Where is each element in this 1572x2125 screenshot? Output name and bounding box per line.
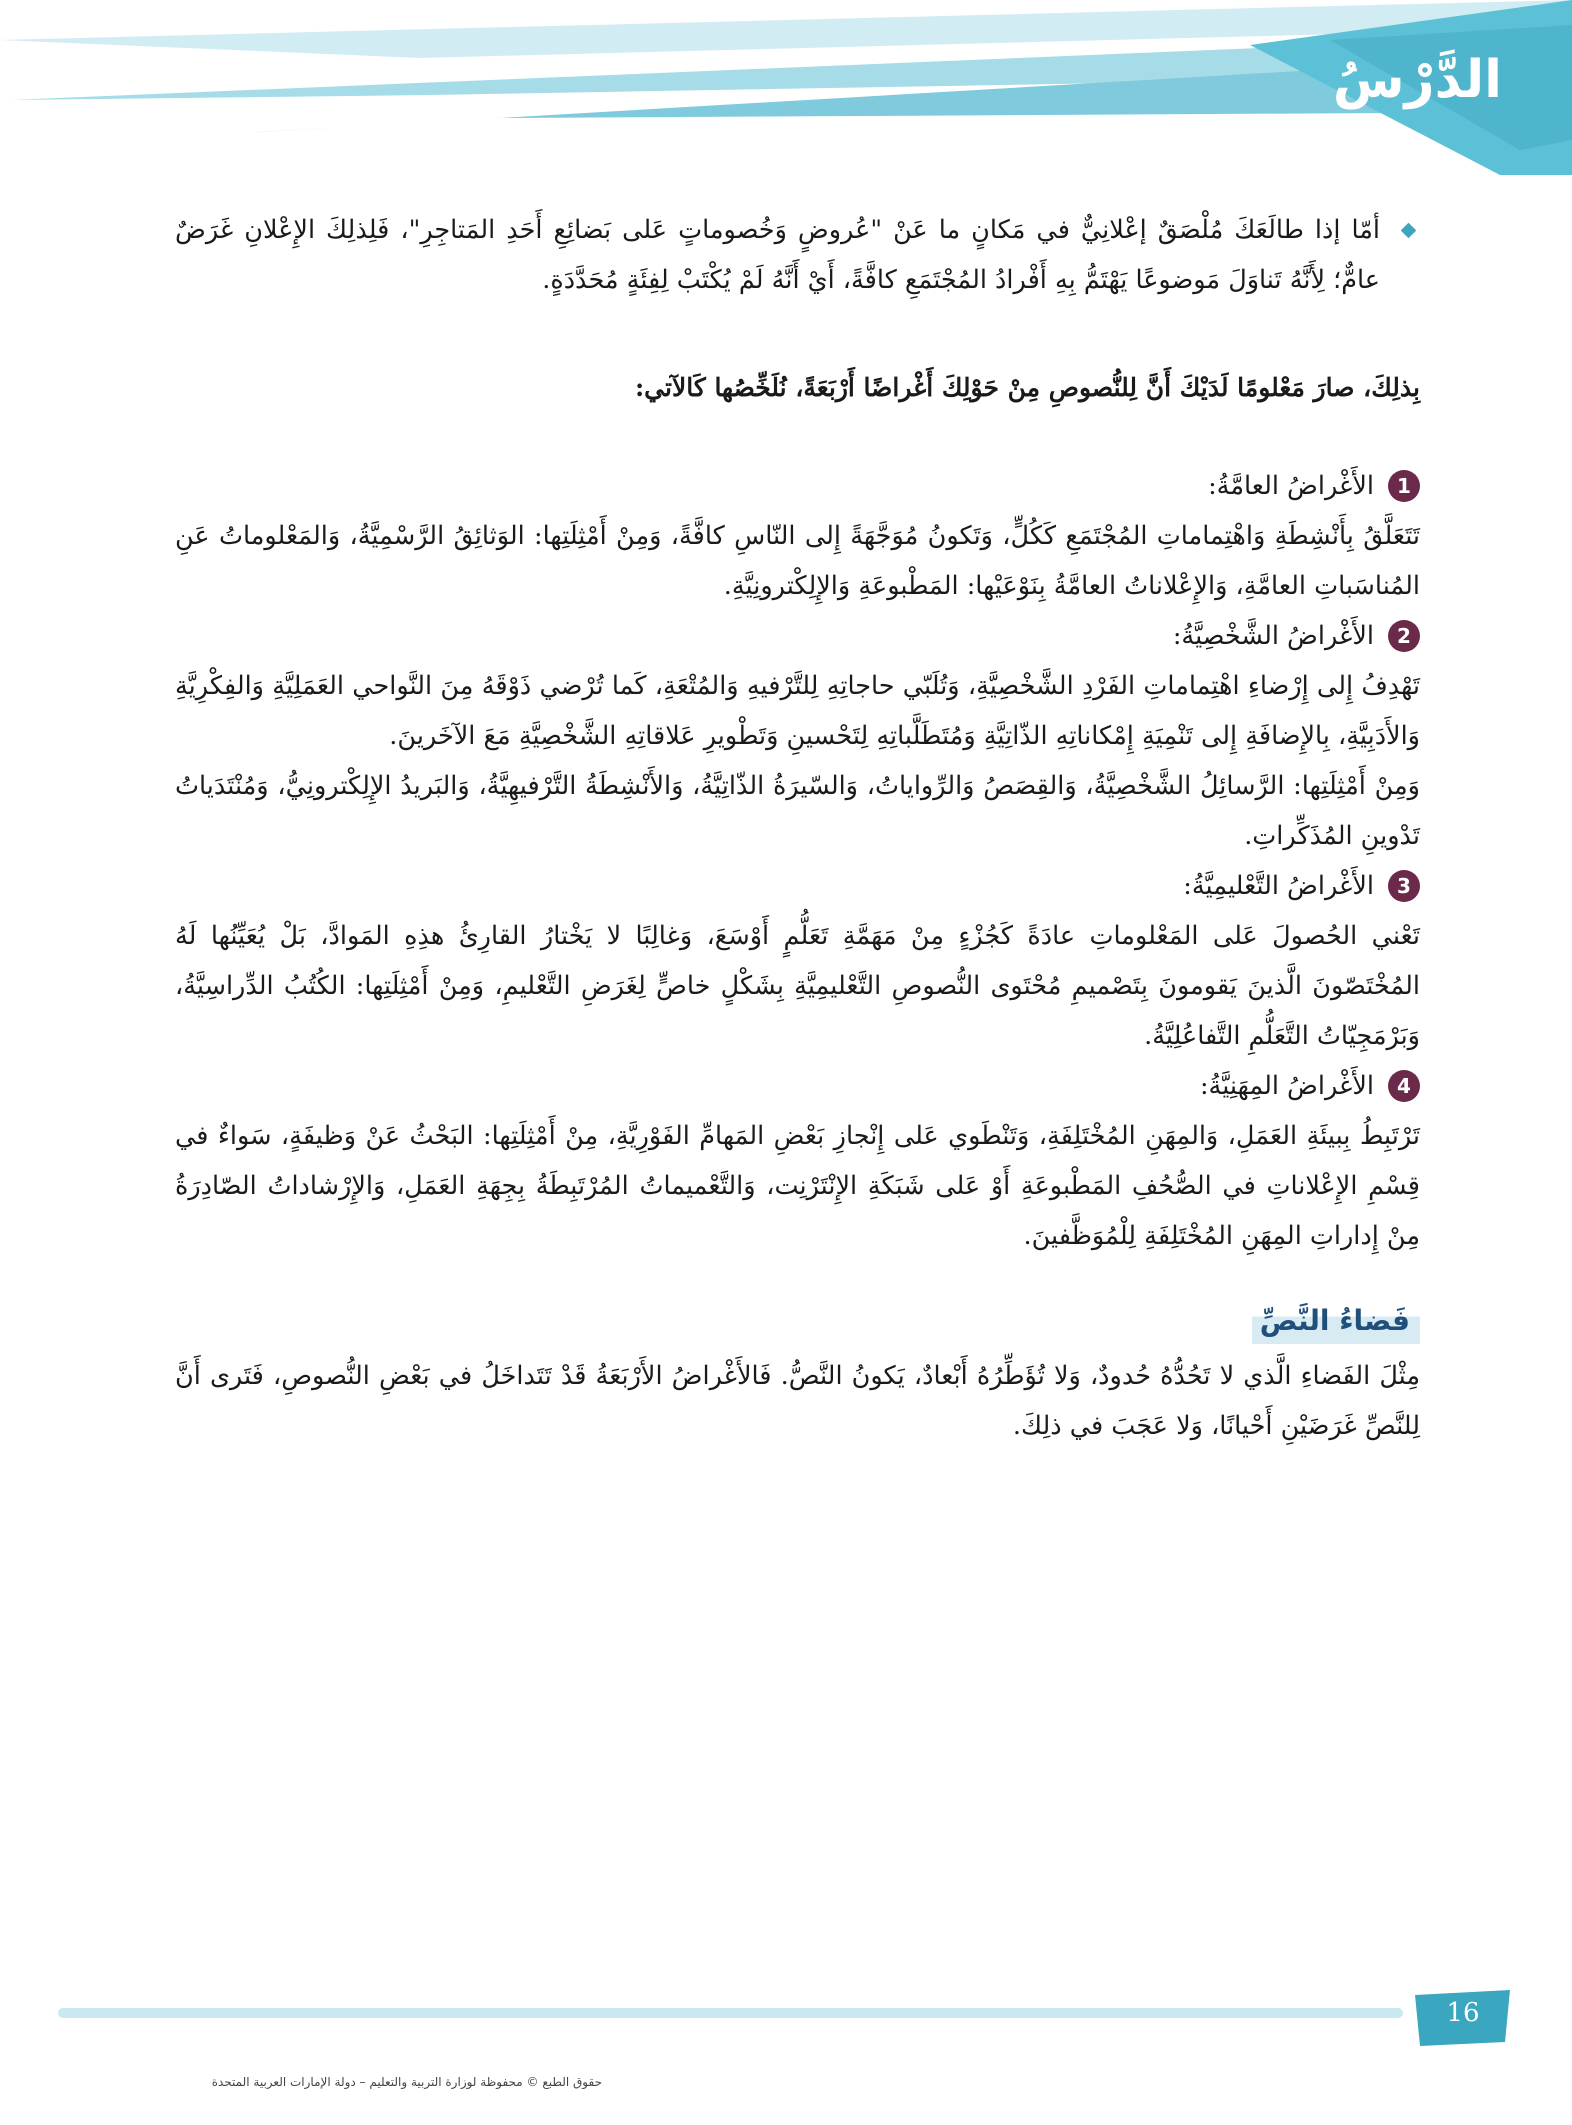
text-space-title: فَضاءُ النَّصِّ bbox=[1252, 1298, 1420, 1344]
text-space-body: مِثْلَ الفَضاءِ الَّذي لا تَحُدُّهُ حُدودٌ، وَلا تُؤَطِّرُهُ أَبْعادٌ، يَكونُ النَّصُّ. فَالأَغْراضُ الأَرْبَعَةُ قَدْ تَتَداخَلُ في بَعْضِ النُّصوصِ، فَتَرى أَنَّ لِلنَّصِّ غَرَضَيْنِ أَحْيانًا، وَلا عَجَبَ في ذلِكَ. bbox=[175, 1361, 1420, 1441]
lesson-content bbox=[175, 205, 1420, 1451]
section-body: تَهْدِفُ إِلى إِرْضاءِ اهْتِماماتِ الفَرْدِ الشَّخْصِيَّةِ، وَتُلَبّي حاجاتِهِ لِلتَّرْفيهِ وَالمُتْعَةِ، كَما تُرْضي ذَوْقَهُ مِنَ النَّواحي العَمَلِيَّةِ وَالفِكْرِيَّةِ وَالأَدَبِيَّةِ، بِالإِضافَةِ إِلى تَنْمِيَةِ إِمْكاناتِهِ الذّاتِيَّةِ وَمُتَطَلَّباتِهِ لِتَحْسينِ وَتَطْويرِ عَلاقاتِهِ الشَّخْصِيَّةِ مَعَ الآخَرينَ. bbox=[175, 671, 1420, 751]
page-number: 16 bbox=[1446, 1998, 1480, 2028]
section-title: الأَغْراضُ المِهَنِيَّةُ: bbox=[1199, 1071, 1374, 1101]
intro-paragraph bbox=[175, 205, 1420, 305]
diamond-bullet-icon bbox=[1401, 223, 1417, 239]
section-heading bbox=[175, 461, 1420, 511]
section-examples: وَمِنْ أَمْثِلَتِها: الرَّسائِلُ الشَّخْصِيَّةُ، وَالقِصَصُ وَالرِّواياتُ، وَالسّيرَةُ الذّاتِيَّةُ، وَالأَنْشِطَةُ التَّرْفيهِيَّةُ، وَالبَريدُ الإِلِكْترونِيُّ، وَمُنْتَدَياتُ تَدْوينِ المُذَكِّراتِ. bbox=[175, 771, 1420, 851]
section-heading bbox=[175, 861, 1420, 911]
section-title: الأَغْراضُ التَّعْليمِيَّةُ: bbox=[1183, 871, 1374, 901]
section-general-purposes bbox=[175, 461, 1420, 611]
section-title: الأَغْراضُ الشَّخْصِيَّةُ: bbox=[1172, 621, 1374, 651]
section-heading bbox=[175, 611, 1420, 661]
copyright-notice: حقوق الطبع © محفوظة لوزارة التربية والتعليم – دولة الإمارات العربية المتحدة bbox=[211, 2075, 602, 2089]
section-personal-purposes bbox=[175, 611, 1420, 861]
footer-bar bbox=[0, 1980, 1572, 2050]
section-heading bbox=[175, 1061, 1420, 1111]
section-title: الأَغْراضُ العامَّةُ: bbox=[1208, 471, 1374, 501]
section-body: تَرْتَبِطُ بِبيئَةِ العَمَلِ، وَالمِهَنِ المُخْتَلِفَةِ، وَتَنْطَوي عَلى إِنْجازِ بَعْضِ المَهامِّ الفَوْرِيَّةِ، مِنْ أَمْثِلَتِها: البَحْثُ عَنْ وَظيفَةٍ، سَواءٌ في قِسْمِ الإِعْلاناتِ في الصُّحُفِ المَطْبوعَةِ أَوْ عَلى شَبَكَةِ الإِنْتَرْنِت، وَالتَّعْميماتُ المُرْتَبِطَةُ بِجِهَةِ العَمَلِ، وَالإِرْشاداتُ الصّادِرَةُ مِنْ إِداراتِ المِهَنِ المُخْتَلِفَةِ لِلْمُوَظَّفينَ. bbox=[175, 1121, 1420, 1251]
lesson-title: الدَّرْسُ bbox=[1332, 50, 1502, 110]
intro-text: أمّا إذا طالَعَكَ مُلْصَقٌ إعْلانِيٌّ في مَكانٍ ما عَنْ "عُروضٍ وَخُصوماتٍ عَلى بَضائِعِ أَحَدِ المَتاجِرِ"، فَلِذلِكَ الإِعْلانِ غَرَضٌ عامٌّ؛ لِأَنَّهُ تَناوَلَ مَوضوعًا يَهْتَمُّ بِهِ أَفْرادُ المُجْتَمَعِ كافَّةً، أَيْ أَنَّهُ لَمْ يُكْتَبْ لِفِئَةٍ مُحَدَّدَةٍ. bbox=[175, 215, 1380, 295]
section-body: تَعْني الحُصولَ عَلى المَعْلوماتِ عادَةً كَجُزْءٍ مِنْ مَهَمَّةِ تَعَلُّمٍ أَوْسَعَ، وَغالِبًا لا يَخْتارُ القارِئُ هذِهِ المَوادَّ، بَلْ يُعَيِّنُها لَهُ المُخْتَصّونَ الَّذينَ يَقومونَ بِتَصْميمِ مُحْتَوى النُّصوصِ التَّعْليمِيَّةِ بِشَكْلٍ خاصٍّ لِغَرَضِ التَّعْليمِ، وَمِنْ أَمْثِلَتِها: الكُتُبُ الدِّراسِيَّةُ، وَبَرْمَجِيّاتُ التَّعَلُّمِ التَّفاعُلِيَّةُ. bbox=[175, 921, 1420, 1051]
section-professional-purposes bbox=[175, 1061, 1420, 1261]
number-badge: 3 bbox=[1388, 870, 1420, 902]
number-badge: 2 bbox=[1388, 620, 1420, 652]
text-space-box bbox=[175, 1297, 1420, 1347]
number-badge: 1 bbox=[1388, 470, 1420, 502]
lead-sentence: بِذلِكَ، صارَ مَعْلومًا لَدَيْكَ أَنَّ لِلنُّصوصِ مِنْ حَوْلِكَ أَغْراضًا أَرْبَعَةً، نُلَخِّصُها كَالآتي: bbox=[634, 373, 1420, 402]
section-body: تَتَعَلَّقُ بِأَنْشِطَةِ وَاهْتِماماتِ المُجْتَمَعِ كَكُلٍّ، وَتَكونُ مُوَجَّهَةً إِلى النّاسِ كافَّةً، وَمِنْ أَمْثِلَتِها: الوَثائِقُ الرَّسْمِيَّةُ، وَالمَعْلوماتُ عَنِ المُناسَباتِ العامَّةِ، وَالإِعْلاناتُ العامَّةُ بِنَوْعَيْها: المَطْبوعَةِ وَالإِلِكْترونِيَّةِ. bbox=[175, 521, 1420, 601]
number-badge: 4 bbox=[1388, 1070, 1420, 1102]
section-educational-purposes bbox=[175, 861, 1420, 1061]
